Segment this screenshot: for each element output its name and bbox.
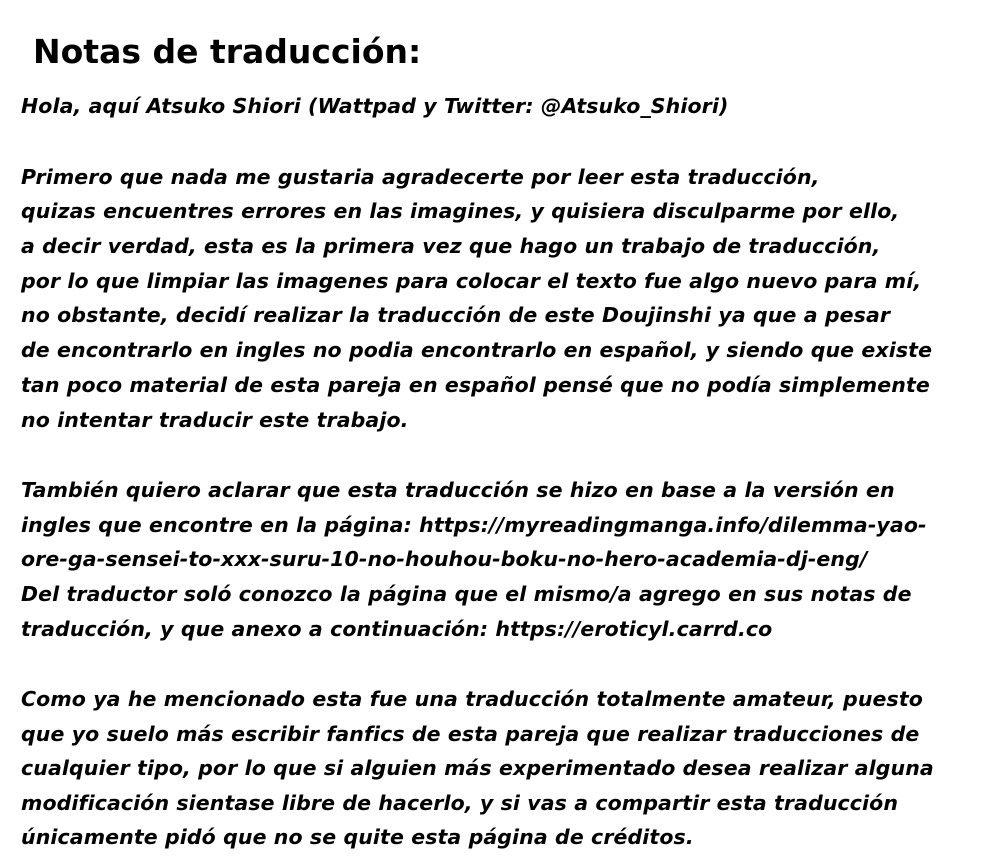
paragraph-1-line-3: a decir verdad, esta es la primera vez que hago un trabajo de traducción,: [21, 234, 881, 258]
paragraph-2-line-3: ore-ga-sensei-to-xxx-suru-10-no-houhou-boku-no-hero-academia-dj-eng/: [21, 547, 868, 571]
paragraph-2-line-1: También quiero aclarar que esta traducción se hizo en base a la versión en: [21, 478, 895, 502]
paragraph-2-line-5: traducción, y que anexo a continuación: https://eroticyl.carrd.co: [21, 617, 773, 641]
paragraph-1-line-4: por lo que limpiar las imagenes para colocar el texto fue algo nuevo para mí,: [21, 269, 922, 293]
paragraph-1-line-2: quizas encuentres errores en las imagines, y quisiera disculparme por ello,: [21, 199, 900, 223]
paragraph-1-line-1: Primero que nada me gustaria agradecerte por leer esta traducción,: [21, 165, 820, 189]
paragraph-1-line-8: no intentar traducir este trabajo.: [21, 408, 409, 432]
paragraph-1-line-5: no obstante, decidí realizar la traducción de este Doujinshi ya que a pesar: [21, 303, 891, 327]
paragraph-1-line-6: de encontrarlo en ingles no podia encontrarlo en español, y siendo que existe: [21, 338, 933, 362]
paragraph-2-line-4: Del traductor soló conozco la página que el mismo/a agrego en sus notas de: [21, 582, 912, 606]
paragraph-3-line-1: Como ya he mencionado esta fue una traducción totalmente amateur, puesto: [21, 687, 923, 711]
paragraph-1-line-7: tan poco material de esta pareja en español pensé que no podía simplemente: [21, 373, 930, 397]
paragraph-3-line-2: que yo suelo más escribir fanfics de esta pareja que realizar traducciones de: [21, 722, 920, 746]
paragraph-3-line-4: modificación sientase libre de hacerlo, y si vas a compartir esta traducción: [21, 791, 899, 815]
greeting-line: Hola, aquí Atsuko Shiori (Wattpad y Twitter: @Atsuko_Shiori): [21, 94, 729, 118]
page-title: Notas de traducción:: [33, 32, 422, 71]
paragraph-3-line-3: cualquier tipo, por lo que si alguien más experimentado desea realizar alguna: [21, 756, 934, 780]
paragraph-3-line-5: únicamente pidó que no se quite esta página de créditos.: [21, 825, 694, 849]
paragraph-2-line-2: ingles que encontre en la página: https://myreadingmanga.info/dilemma-yao-: [21, 513, 927, 537]
